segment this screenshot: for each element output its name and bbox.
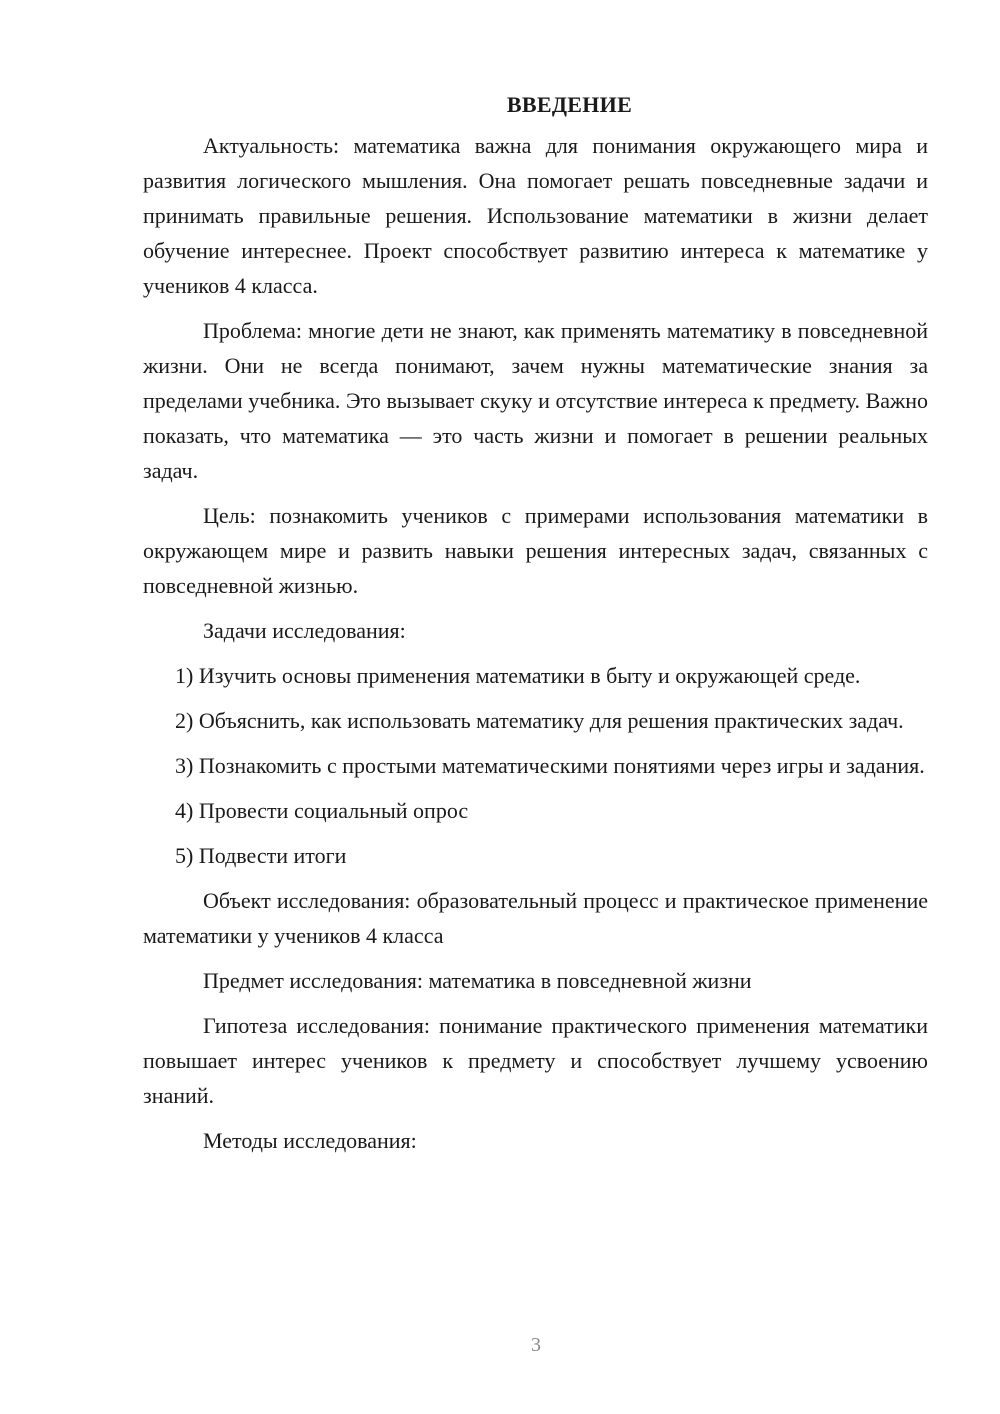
page-number: 3 bbox=[531, 1334, 541, 1356]
task-item-1: 1) Изучить основы применения математики в быту и окружающей среде. bbox=[175, 663, 861, 688]
task-item-2: 2) Объяснить, как использовать математику для решения практических задач. bbox=[175, 708, 904, 733]
paragraph-relevance: Актуальность: математика важна для понимания окружающего мира и развития логического мышления. Она помогает решать повседневные задачи и принимать правильные решения. Использование математики в жизни делает обучение интереснее. Проект способствует развитию интереса к математике у учеников 4 класса. bbox=[143, 133, 928, 298]
task-item-3: 3) Познакомить с простыми математическими понятиями через игры и задания. bbox=[175, 753, 925, 778]
document-page bbox=[143, 90, 928, 1168]
task-item-4: 4) Провести социальный опрос bbox=[175, 798, 469, 823]
section-title: ВВЕДЕНИЕ bbox=[506, 92, 633, 117]
paragraph-problem: Проблема: многие дети не знают, как применять математику в повседневной жизни. Они не всегда понимают, зачем нужны математические знания за пределами учебника. Это вызывает скуку и отсутствие интереса к предмету. Важно показать, что математика — это часть жизни и помогает в решении реальных задач. bbox=[143, 318, 928, 483]
task-item-5: 5) Подвести итоги bbox=[175, 843, 347, 868]
tasks-heading: Задачи исследования: bbox=[203, 618, 406, 643]
paragraph-hypothesis: Гипотеза исследования: понимание практического применения математики повышает интерес учеников к предмету и способствует лучшему усвоению знаний. bbox=[143, 1013, 928, 1108]
paragraph-goal: Цель: познакомить учеников с примерами использования математики в окружающем мире и развить навыки решения интересных задач, связанных с повседневной жизнью. bbox=[143, 503, 928, 598]
paragraph-subject: Предмет исследования: математика в повседневной жизни bbox=[203, 968, 752, 993]
paragraph-object: Объект исследования: образовательный процесс и практическое применение математики у учеников 4 класса bbox=[143, 888, 928, 948]
methods-heading: Методы исследования: bbox=[203, 1128, 417, 1153]
